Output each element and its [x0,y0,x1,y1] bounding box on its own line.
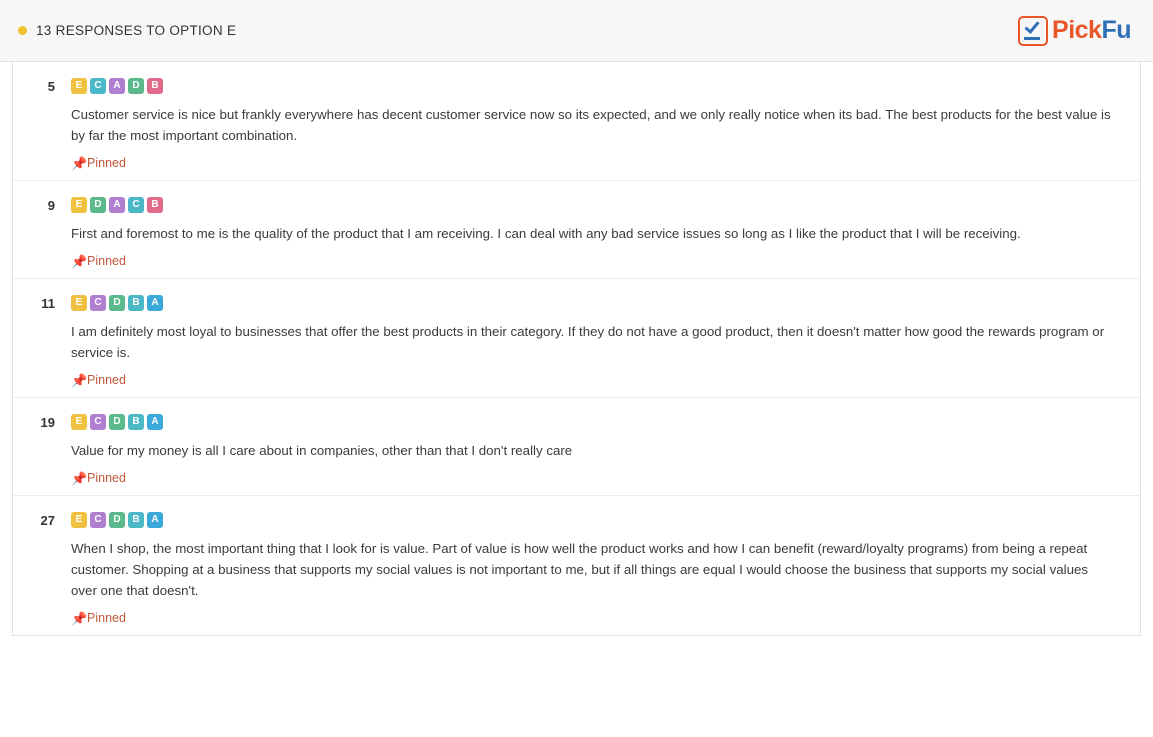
option-tag: B [147,78,163,94]
option-tag: C [90,78,106,94]
pinned-label: Pinned [87,471,126,485]
response-body [61,510,1124,625]
pinned-label: Pinned [87,611,126,625]
bullet-dot-icon [18,26,27,35]
pinned-label: Pinned [87,254,126,268]
response-body [61,293,1124,387]
option-tag: C [90,414,106,430]
pinned-label: Pinned [87,156,126,170]
option-tag: C [90,512,106,528]
response-text: When I shop, the most important thing that I look for is value. Part of value is how well the product works and how I can benefit (reward/loyalty programs) from being a repeat customer. Shopping at a business that supports my social values is not important to me, but if all things are equal I would choose the business that supports my social values over one that doesn't. [71,541,1089,598]
option-tag: D [128,78,144,94]
response-text: Customer service is nice but frankly everywhere has decent customer service now so its expected, and we only really notice when its bad. The best products for the best value is by far the most important combination. [71,107,1111,143]
option-tag: E [71,512,87,528]
response-item [13,181,1140,279]
option-rank-tags [71,414,1124,430]
option-tag: D [109,512,125,528]
pinned-toggle[interactable] [71,254,1124,268]
pinned-toggle[interactable] [71,471,1124,485]
logo-text-fu: Fu [1101,16,1131,44]
option-tag: D [109,295,125,311]
response-body [61,412,1124,485]
option-tag: E [71,197,87,213]
option-tag: A [147,295,163,311]
response-text: First and foremost to me is the quality of the product that I am receiving. I can deal with any bad service issues so long as I like the product that I will be receiving. [71,226,1021,241]
option-tag: E [71,295,87,311]
option-tag: A [147,414,163,430]
response-body [61,76,1124,170]
option-tag: B [128,512,144,528]
option-tag: E [71,78,87,94]
response-number: 19 [40,415,55,430]
response-number: 5 [47,79,55,94]
response-list [12,62,1141,636]
response-item [13,279,1140,398]
pickfu-logo[interactable] [1018,16,1137,46]
response-number: 11 [41,296,55,311]
option-tag: A [109,78,125,94]
pinned-label: Pinned [87,373,126,387]
option-tag: E [71,414,87,430]
response-item [13,496,1140,635]
pin-icon: 📌 [71,470,88,486]
option-tag: B [128,414,144,430]
option-rank-tags [71,295,1124,311]
option-tag: D [90,197,106,213]
pin-icon: 📌 [71,155,88,171]
pin-icon: 📌 [71,253,88,269]
response-number: 9 [47,198,55,213]
header-left-group [18,23,236,38]
option-tag: D [109,414,125,430]
pinned-toggle[interactable] [71,611,1124,625]
pinned-toggle[interactable] [71,373,1124,387]
pin-icon: 📌 [71,610,88,626]
option-tag: B [147,197,163,213]
response-number: 27 [40,513,55,528]
option-tag: A [147,512,163,528]
pin-icon: 📌 [71,372,88,388]
response-body [61,195,1124,268]
option-tag: A [109,197,125,213]
page-header [0,0,1153,62]
option-tag: C [128,197,144,213]
option-tag: C [90,295,106,311]
pinned-toggle[interactable] [71,156,1124,170]
pickfu-checkbox-icon [1018,16,1048,46]
logo-text-pick: Pick [1052,16,1102,44]
page-title: 13 RESPONSES TO OPTION E [36,23,237,38]
response-item [13,62,1140,181]
option-rank-tags [71,512,1124,528]
logo-wordmark [1052,16,1131,45]
response-text: Value for my money is all I care about in companies, other than that I don't really care [71,443,573,458]
option-tag: B [128,295,144,311]
option-rank-tags [71,78,1124,94]
option-rank-tags [71,197,1124,213]
response-text: I am definitely most loyal to businesses that offer the best products in their category. If they do not have a good product, then it doesn't matter how good the rewards program or service is. [71,324,1105,360]
response-item [13,398,1140,496]
